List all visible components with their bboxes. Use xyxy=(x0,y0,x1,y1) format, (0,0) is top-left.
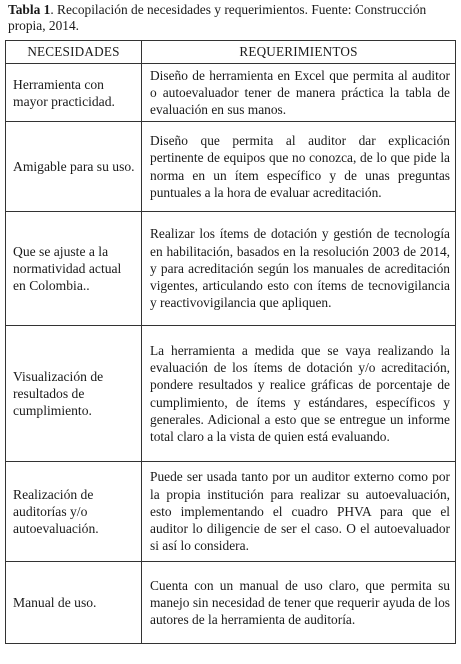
need-cell: Herramienta con mayor practicidad. xyxy=(6,64,142,122)
requirement-cell: Cuenta con un manual de uso claro, que permita su manejo sin necesidad de tener que requerir ayuda de los autores de la herramienta de auditoría. xyxy=(142,562,456,644)
table-row xyxy=(6,64,456,122)
need-cell: Visualización de resultados de cumplimiento. xyxy=(6,326,142,462)
requirement-cell: La herramienta a medida que se vaya realizando la evaluación de los ítems de dotación y/o acreditación, pondere resultados y realice gráficas de porcentaje de cumplimiento, de ítems y estándares, específicos y generales. Adicional a esto que se entregue un informe total claro a la vista de quien está evaluando. xyxy=(142,326,456,462)
table-row xyxy=(6,562,456,644)
need-cell: Amigable para su uso. xyxy=(6,122,142,212)
caption-label: Tabla 1 xyxy=(8,2,51,17)
requirement-cell: Diseño que permita al auditor dar explicación pertinente de equipos que no conozca, de lo que pide la norma en un ítem específico y de unas preguntas puntuales a la hora de evaluar acreditación. xyxy=(142,122,456,212)
table-row xyxy=(6,326,456,462)
table-row xyxy=(6,122,456,212)
requirement-cell: Diseño de herramienta en Excel que permita al auditor o autoevaluador tener de manera práctica la tabla de evaluación en sus manos. xyxy=(142,64,456,122)
table-row xyxy=(6,462,456,562)
requirement-cell: Realizar los ítems de dotación y gestión de tecnología en habilitación, basados en la resolución 2003 de 2014, y para acreditación según los manuales de acreditación vigentes, articulando esto con ítems de tecnovigilancia y reactivovigilancia que apliquen. xyxy=(142,212,456,326)
need-cell: Que se ajuste a la normatividad actual en Colombia.. xyxy=(6,212,142,326)
requirement-cell: Puede ser usada tanto por un auditor externo como por la propia institución para realizar su autoevaluación, esto implementando el cuadro PHVA para que el auditor lo diligencie de ser el caso. O el autoevaluador si así lo considera. xyxy=(142,462,456,562)
need-cell: Manual de uso. xyxy=(6,562,142,644)
header-row xyxy=(6,41,456,64)
table-caption xyxy=(8,2,456,34)
header-necesidades: NECESIDADES xyxy=(6,41,142,64)
table-row xyxy=(6,212,456,326)
need-cell: Realización de auditorías y/o autoevaluación. xyxy=(6,462,142,562)
header-requerimientos: REQUERIMIENTOS xyxy=(142,41,456,64)
requirements-table xyxy=(5,40,456,644)
caption-text: . Recopilación de necesidades y requerimientos. Fuente: Construcción propia, 2014. xyxy=(8,2,427,33)
